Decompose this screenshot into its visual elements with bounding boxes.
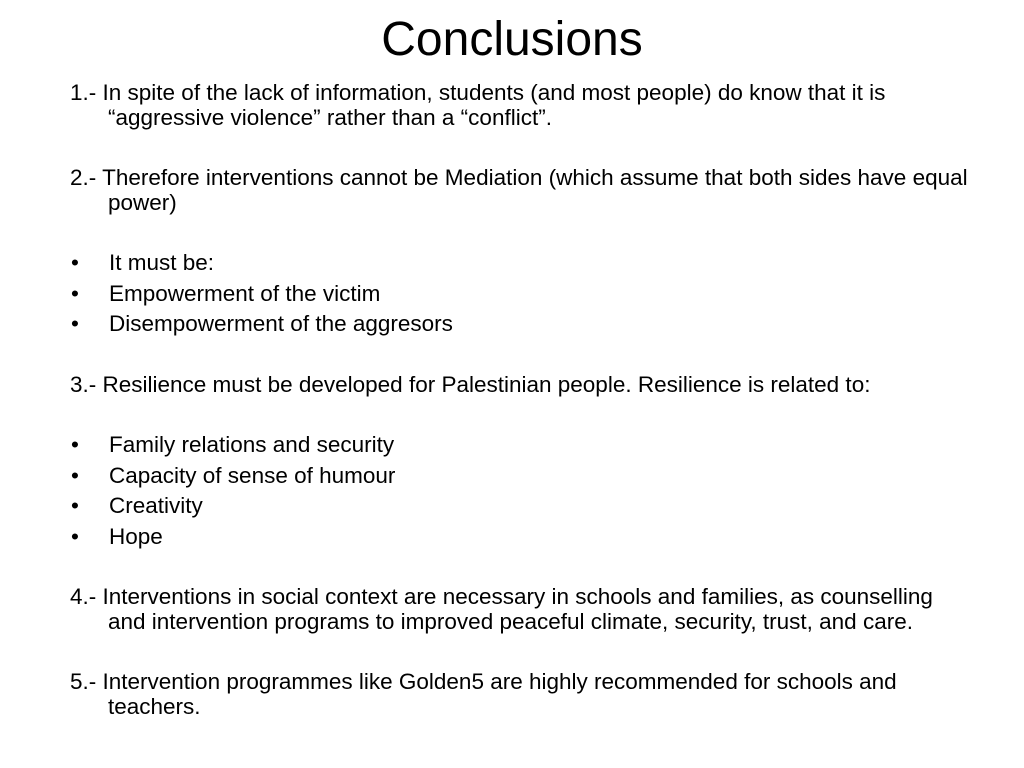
bullet-icon: • bbox=[71, 280, 79, 306]
bullet-icon: • bbox=[71, 462, 79, 488]
list-item-text: It must be: bbox=[109, 250, 215, 275]
bullet-icon: • bbox=[71, 523, 79, 549]
list-item-text: Creativity bbox=[109, 493, 203, 518]
list-item bbox=[70, 312, 975, 337]
list-item bbox=[70, 525, 975, 550]
bullet-icon: • bbox=[71, 493, 79, 518]
conclusion-point-4: 4.- Interventions in social context are necessary in schools and families, as counselling and intervention programs to improved peaceful climate, security, trust, and care. bbox=[70, 584, 933, 634]
list-item bbox=[70, 464, 975, 489]
bullet-list-resilience bbox=[70, 433, 975, 549]
bullet-icon: • bbox=[71, 250, 79, 275]
list-item-text: Disempowerment of the aggresors bbox=[109, 311, 453, 336]
slide-body bbox=[70, 81, 975, 719]
bullet-icon: • bbox=[71, 311, 79, 336]
slide-title: Conclusions bbox=[381, 13, 643, 66]
list-item-text: Family relations and security bbox=[109, 432, 395, 457]
bullet-list-intervention-type bbox=[70, 251, 975, 337]
conclusion-point-2: 2.- Therefore interventions cannot be Mediation (which assume that both sides have equal power) bbox=[70, 165, 968, 215]
list-item bbox=[70, 251, 975, 276]
conclusion-point-1: 1.- In spite of the lack of information, students (and most people) do know that it is “aggressive violence” rather than a “conflict”. bbox=[70, 80, 886, 130]
list-item bbox=[70, 282, 975, 307]
conclusion-point-3: 3.- Resilience must be developed for Palestinian people. Resilience is related to: bbox=[70, 371, 871, 397]
list-item-text: Empowerment of the victim bbox=[109, 280, 381, 306]
list-item-text: Capacity of sense of humour bbox=[109, 462, 396, 488]
conclusion-point-5: 5.- Intervention programmes like Golden5 are highly recommended for schools and teachers. bbox=[70, 669, 897, 719]
list-item-text: Hope bbox=[109, 523, 163, 549]
list-item bbox=[70, 433, 975, 458]
bullet-icon: • bbox=[71, 432, 79, 457]
list-item bbox=[70, 494, 975, 519]
